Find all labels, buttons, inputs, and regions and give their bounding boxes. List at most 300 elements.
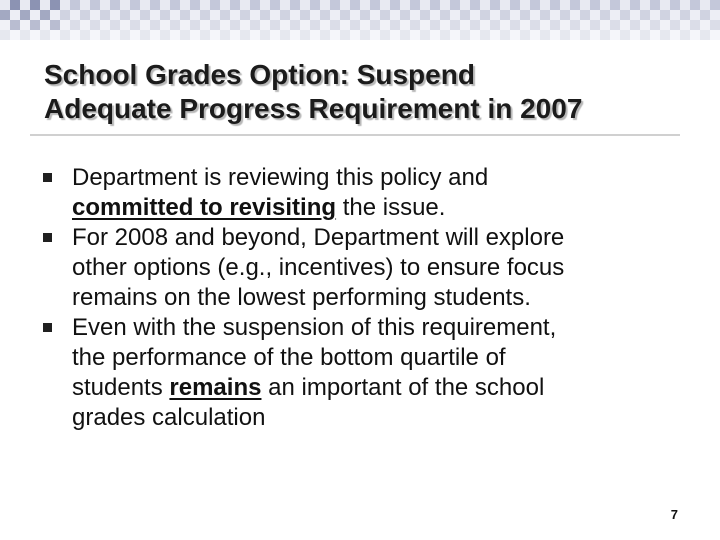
checker-tile xyxy=(320,0,330,10)
checker-tile xyxy=(370,10,380,20)
checker-tile xyxy=(270,20,280,30)
checker-tile xyxy=(680,10,690,20)
checker-tile xyxy=(440,20,450,30)
checker-tile xyxy=(690,0,700,10)
checker-tile xyxy=(270,10,280,20)
checker-tile xyxy=(540,20,550,30)
checker-tile xyxy=(540,10,550,20)
checker-tile xyxy=(250,10,260,20)
checker-tile xyxy=(100,10,110,20)
checker-tile xyxy=(290,30,300,40)
checker-tile xyxy=(410,20,420,30)
checker-tile xyxy=(80,0,90,10)
checker-tile xyxy=(150,0,160,10)
checker-tile xyxy=(130,10,140,20)
checker-tile xyxy=(50,0,60,10)
checker-tile xyxy=(670,30,680,40)
checker-tile xyxy=(600,30,610,40)
checker-tile xyxy=(100,30,110,40)
checker-tile xyxy=(0,0,10,10)
checker-tile xyxy=(320,20,330,30)
checker-tile xyxy=(710,0,720,10)
checker-tile xyxy=(690,20,700,30)
checker-tile xyxy=(50,10,60,20)
checker-tile xyxy=(260,30,270,40)
checker-tile xyxy=(210,0,220,10)
checker-tile xyxy=(570,0,580,10)
checker-tile xyxy=(310,20,320,30)
slide-title xyxy=(44,58,684,126)
checker-tile xyxy=(440,0,450,10)
checker-tile xyxy=(260,10,270,20)
checker-tile xyxy=(80,30,90,40)
checker-tile xyxy=(470,10,480,20)
checker-tile xyxy=(360,0,370,10)
checker-tile xyxy=(220,30,230,40)
checker-tile xyxy=(110,20,120,30)
checker-tile xyxy=(570,10,580,20)
checker-tile xyxy=(510,10,520,20)
checker-tile xyxy=(190,10,200,20)
checker-tile xyxy=(280,20,290,30)
checker-tile xyxy=(590,20,600,30)
checker-tile xyxy=(30,0,40,10)
bullet-line: remains on the lowest performing students. xyxy=(72,284,531,311)
bullet-text xyxy=(72,223,680,313)
checker-tile xyxy=(330,0,340,10)
checker-tile xyxy=(570,20,580,30)
checker-tile xyxy=(30,30,40,40)
checker-tile xyxy=(350,0,360,10)
checker-tile xyxy=(480,30,490,40)
checker-tile xyxy=(540,30,550,40)
checker-tile xyxy=(80,10,90,20)
checker-tile xyxy=(620,10,630,20)
checker-tile xyxy=(200,10,210,20)
checker-tile xyxy=(350,10,360,20)
checker-tile xyxy=(190,30,200,40)
checker-tile xyxy=(330,10,340,20)
checker-tile xyxy=(500,0,510,10)
checker-tile xyxy=(490,0,500,10)
checker-tile xyxy=(200,30,210,40)
checker-tile xyxy=(240,20,250,30)
checker-tile xyxy=(590,10,600,20)
checker-tile xyxy=(650,30,660,40)
checker-tile xyxy=(680,20,690,30)
checker-tile xyxy=(200,0,210,10)
checker-tile xyxy=(660,10,670,20)
checker-tile xyxy=(380,30,390,40)
checker-tile xyxy=(480,0,490,10)
bullet-line: the performance of the bottom quartile of xyxy=(72,344,506,371)
checker-tile xyxy=(610,10,620,20)
checker-tile xyxy=(10,30,20,40)
title-divider xyxy=(30,134,680,136)
checker-tile xyxy=(60,10,70,20)
checker-tile xyxy=(140,10,150,20)
checker-tile xyxy=(530,0,540,10)
checker-tile xyxy=(380,10,390,20)
checker-tile xyxy=(480,20,490,30)
checker-tile xyxy=(660,20,670,30)
checker-tile xyxy=(590,30,600,40)
bullet-line: Department is reviewing this policy and xyxy=(72,164,489,191)
checker-tile xyxy=(240,10,250,20)
bullet-text xyxy=(72,163,680,223)
checker-tile xyxy=(430,30,440,40)
checker-tile xyxy=(430,20,440,30)
checker-tile xyxy=(180,10,190,20)
checker-tile xyxy=(700,20,710,30)
checker-tile xyxy=(550,0,560,10)
checker-tile xyxy=(610,0,620,10)
checker-tile xyxy=(20,20,30,30)
checker-tile xyxy=(510,20,520,30)
checker-tile xyxy=(270,30,280,40)
checker-tile xyxy=(510,30,520,40)
checker-tile xyxy=(140,0,150,10)
checker-tile xyxy=(170,20,180,30)
checker-tile xyxy=(0,20,10,30)
checker-tile xyxy=(300,20,310,30)
checker-tile xyxy=(60,20,70,30)
checker-tile xyxy=(560,10,570,20)
bullet-line: other options (e.g., incentives) to ensure focus xyxy=(72,254,565,281)
checker-tile xyxy=(650,10,660,20)
checker-tile xyxy=(450,20,460,30)
checker-tile xyxy=(390,0,400,10)
checker-tile xyxy=(670,10,680,20)
checker-tile xyxy=(360,30,370,40)
checker-tile xyxy=(490,20,500,30)
checker-tile xyxy=(150,10,160,20)
checker-tile xyxy=(270,0,280,10)
checker-tile xyxy=(130,20,140,30)
checker-tile xyxy=(170,30,180,40)
checker-tile xyxy=(490,10,500,20)
checker-tile xyxy=(400,30,410,40)
checker-tile xyxy=(370,20,380,30)
checker-tile xyxy=(210,10,220,20)
checker-tile xyxy=(360,20,370,30)
checker-tile xyxy=(70,10,80,20)
checker-tile xyxy=(400,20,410,30)
checker-tile xyxy=(460,10,470,20)
checker-tile xyxy=(430,10,440,20)
checker-tile xyxy=(540,0,550,10)
slide-number: 7 xyxy=(670,507,678,522)
checker-tile xyxy=(350,30,360,40)
checker-tile xyxy=(120,30,130,40)
checker-tile xyxy=(560,30,570,40)
checker-tile xyxy=(460,0,470,10)
checker-tile xyxy=(380,0,390,10)
checker-tile xyxy=(30,20,40,30)
checker-tile xyxy=(230,30,240,40)
checker-tile xyxy=(380,20,390,30)
checker-tile xyxy=(550,30,560,40)
checker-tile xyxy=(620,20,630,30)
checker-tile xyxy=(670,20,680,30)
checker-tile xyxy=(280,30,290,40)
checker-tile xyxy=(10,20,20,30)
checker-tile xyxy=(300,0,310,10)
checker-tile xyxy=(160,20,170,30)
checker-tile xyxy=(250,20,260,30)
checker-tile xyxy=(640,30,650,40)
checker-tile xyxy=(550,10,560,20)
checker-tile xyxy=(450,30,460,40)
checker-tile xyxy=(280,10,290,20)
checker-tile xyxy=(220,20,230,30)
checker-tile xyxy=(260,0,270,10)
checker-tile xyxy=(420,10,430,20)
checker-tile xyxy=(40,20,50,30)
checker-tile xyxy=(710,10,720,20)
checker-tile xyxy=(180,0,190,10)
checker-tile xyxy=(310,30,320,40)
checker-tile xyxy=(710,30,720,40)
checker-tile xyxy=(620,0,630,10)
checker-tile xyxy=(320,10,330,20)
checker-tile xyxy=(190,20,200,30)
checker-tile xyxy=(160,10,170,20)
checker-tile xyxy=(220,0,230,10)
checker-tile xyxy=(240,30,250,40)
checker-tile xyxy=(420,0,430,10)
checker-tile xyxy=(40,30,50,40)
checker-tile xyxy=(100,20,110,30)
checker-tile xyxy=(530,30,540,40)
checker-tile xyxy=(580,10,590,20)
checker-tile xyxy=(90,0,100,10)
checker-tile xyxy=(560,20,570,30)
checker-tile xyxy=(490,30,500,40)
checker-tile xyxy=(450,0,460,10)
title-line-2: Adequate Progress Requirement in 2007 xyxy=(44,93,583,124)
checker-tile xyxy=(440,10,450,20)
checker-tile xyxy=(650,20,660,30)
checker-tile xyxy=(20,10,30,20)
checker-tile xyxy=(510,0,520,10)
checker-tile xyxy=(470,0,480,10)
checker-tile xyxy=(70,0,80,10)
bullet-line: students remains an important of the school xyxy=(72,374,545,401)
checker-tile xyxy=(290,0,300,10)
checker-tile xyxy=(130,0,140,10)
bullet-line: committed to revisiting the issue. xyxy=(72,194,446,221)
checker-tile xyxy=(310,0,320,10)
bullet-line: Even with the suspension of this requirement, xyxy=(72,314,557,341)
bullet-square-icon xyxy=(43,233,52,242)
checker-tile xyxy=(500,10,510,20)
bullet-list xyxy=(40,163,680,433)
bullet-square-icon xyxy=(43,323,52,332)
checker-tile xyxy=(660,30,670,40)
checker-tile xyxy=(290,10,300,20)
checker-tile xyxy=(90,20,100,30)
checker-tile xyxy=(20,30,30,40)
checker-tile xyxy=(690,10,700,20)
checker-tile xyxy=(470,30,480,40)
checker-tile xyxy=(230,0,240,10)
checker-tile xyxy=(60,0,70,10)
checker-tile xyxy=(580,20,590,30)
checker-tile xyxy=(550,20,560,30)
checker-tile xyxy=(710,20,720,30)
checker-tile xyxy=(300,10,310,20)
checker-tile xyxy=(670,0,680,10)
checker-tile xyxy=(600,10,610,20)
checker-tile xyxy=(390,30,400,40)
checker-tile xyxy=(460,20,470,30)
checker-tile xyxy=(630,0,640,10)
checker-tile xyxy=(370,30,380,40)
checker-tile xyxy=(680,30,690,40)
checker-tile xyxy=(410,0,420,10)
checker-tile xyxy=(680,0,690,10)
checker-tile xyxy=(300,30,310,40)
checker-tile xyxy=(430,0,440,10)
checker-tile xyxy=(580,30,590,40)
checker-tile xyxy=(520,0,530,10)
bullet-text xyxy=(72,313,680,433)
checker-tile xyxy=(140,30,150,40)
checker-tile xyxy=(280,0,290,10)
checker-tile xyxy=(570,30,580,40)
checker-tile xyxy=(160,30,170,40)
checker-tile xyxy=(600,0,610,10)
checker-tile xyxy=(640,20,650,30)
checker-tile xyxy=(630,20,640,30)
checker-tile xyxy=(40,0,50,10)
bullet-item xyxy=(40,313,680,433)
checker-tile xyxy=(20,0,30,10)
checker-tile xyxy=(110,30,120,40)
checker-tile xyxy=(520,30,530,40)
checker-tile xyxy=(500,30,510,40)
checker-tile xyxy=(440,30,450,40)
checker-tile xyxy=(400,10,410,20)
checker-tile xyxy=(250,0,260,10)
emphasis-text: remains xyxy=(169,374,262,401)
checker-tile xyxy=(420,20,430,30)
checker-tile xyxy=(60,30,70,40)
checker-tile xyxy=(120,0,130,10)
checker-tile xyxy=(370,0,380,10)
checker-tile xyxy=(690,30,700,40)
checker-tile xyxy=(640,10,650,20)
checker-tile xyxy=(320,30,330,40)
checker-tile xyxy=(220,10,230,20)
checker-tile xyxy=(640,0,650,10)
checker-tile xyxy=(80,20,90,30)
checker-tile xyxy=(180,30,190,40)
bullet-item xyxy=(40,223,680,313)
checker-tile xyxy=(230,10,240,20)
checker-tile xyxy=(390,10,400,20)
checker-tile xyxy=(420,30,430,40)
checker-tile xyxy=(330,20,340,30)
checker-tile xyxy=(600,20,610,30)
checker-tile xyxy=(260,20,270,30)
checker-tile xyxy=(520,10,530,20)
checker-tile xyxy=(70,30,80,40)
checker-tile xyxy=(460,30,470,40)
checker-tile xyxy=(110,0,120,10)
bullet-line: For 2008 and beyond, Department will explore xyxy=(72,224,565,251)
checker-tile xyxy=(660,0,670,10)
checker-tile xyxy=(40,10,50,20)
checker-tile xyxy=(250,30,260,40)
checker-tile xyxy=(410,10,420,20)
checker-tile xyxy=(340,30,350,40)
checker-tile xyxy=(170,10,180,20)
checker-tile xyxy=(530,20,540,30)
bullet-line: grades calculation xyxy=(72,404,266,431)
checker-tile xyxy=(240,0,250,10)
checker-tile xyxy=(340,20,350,30)
checker-tile xyxy=(590,0,600,10)
checker-tile xyxy=(310,10,320,20)
checker-tile xyxy=(630,30,640,40)
checker-tile xyxy=(400,0,410,10)
checker-tile xyxy=(10,0,20,10)
checker-tile xyxy=(0,10,10,20)
checker-tile xyxy=(700,0,710,10)
checker-tile xyxy=(150,20,160,30)
checker-tile xyxy=(160,0,170,10)
checker-tile xyxy=(340,10,350,20)
checker-tile xyxy=(230,20,240,30)
checker-tile xyxy=(120,10,130,20)
checker-tile xyxy=(120,20,130,30)
title-line-1: School Grades Option: Suspend xyxy=(44,59,475,90)
bullet-square-icon xyxy=(43,173,52,182)
checkerboard-decoration xyxy=(0,0,720,40)
checker-tile xyxy=(560,0,570,10)
checker-tile xyxy=(140,20,150,30)
checker-tile xyxy=(700,30,710,40)
emphasis-text: committed to revisiting xyxy=(72,194,337,221)
checker-tile xyxy=(10,10,20,20)
checker-tile xyxy=(580,0,590,10)
checker-tile xyxy=(50,20,60,30)
checker-tile xyxy=(650,0,660,10)
checker-tile xyxy=(90,30,100,40)
checker-tile xyxy=(620,30,630,40)
checker-tile xyxy=(90,10,100,20)
checker-tile xyxy=(30,10,40,20)
checker-tile xyxy=(100,0,110,10)
checker-tile xyxy=(290,20,300,30)
checker-tile xyxy=(170,0,180,10)
checker-tile xyxy=(190,0,200,10)
checker-tile xyxy=(500,20,510,30)
checker-tile xyxy=(390,20,400,30)
checker-tile xyxy=(210,30,220,40)
checker-tile xyxy=(360,10,370,20)
checker-tile xyxy=(330,30,340,40)
checker-tile xyxy=(200,20,210,30)
checker-tile xyxy=(130,30,140,40)
checker-tile xyxy=(630,10,640,20)
checker-tile xyxy=(610,20,620,30)
bullet-item xyxy=(40,163,680,223)
checker-tile xyxy=(480,10,490,20)
checker-tile xyxy=(350,20,360,30)
